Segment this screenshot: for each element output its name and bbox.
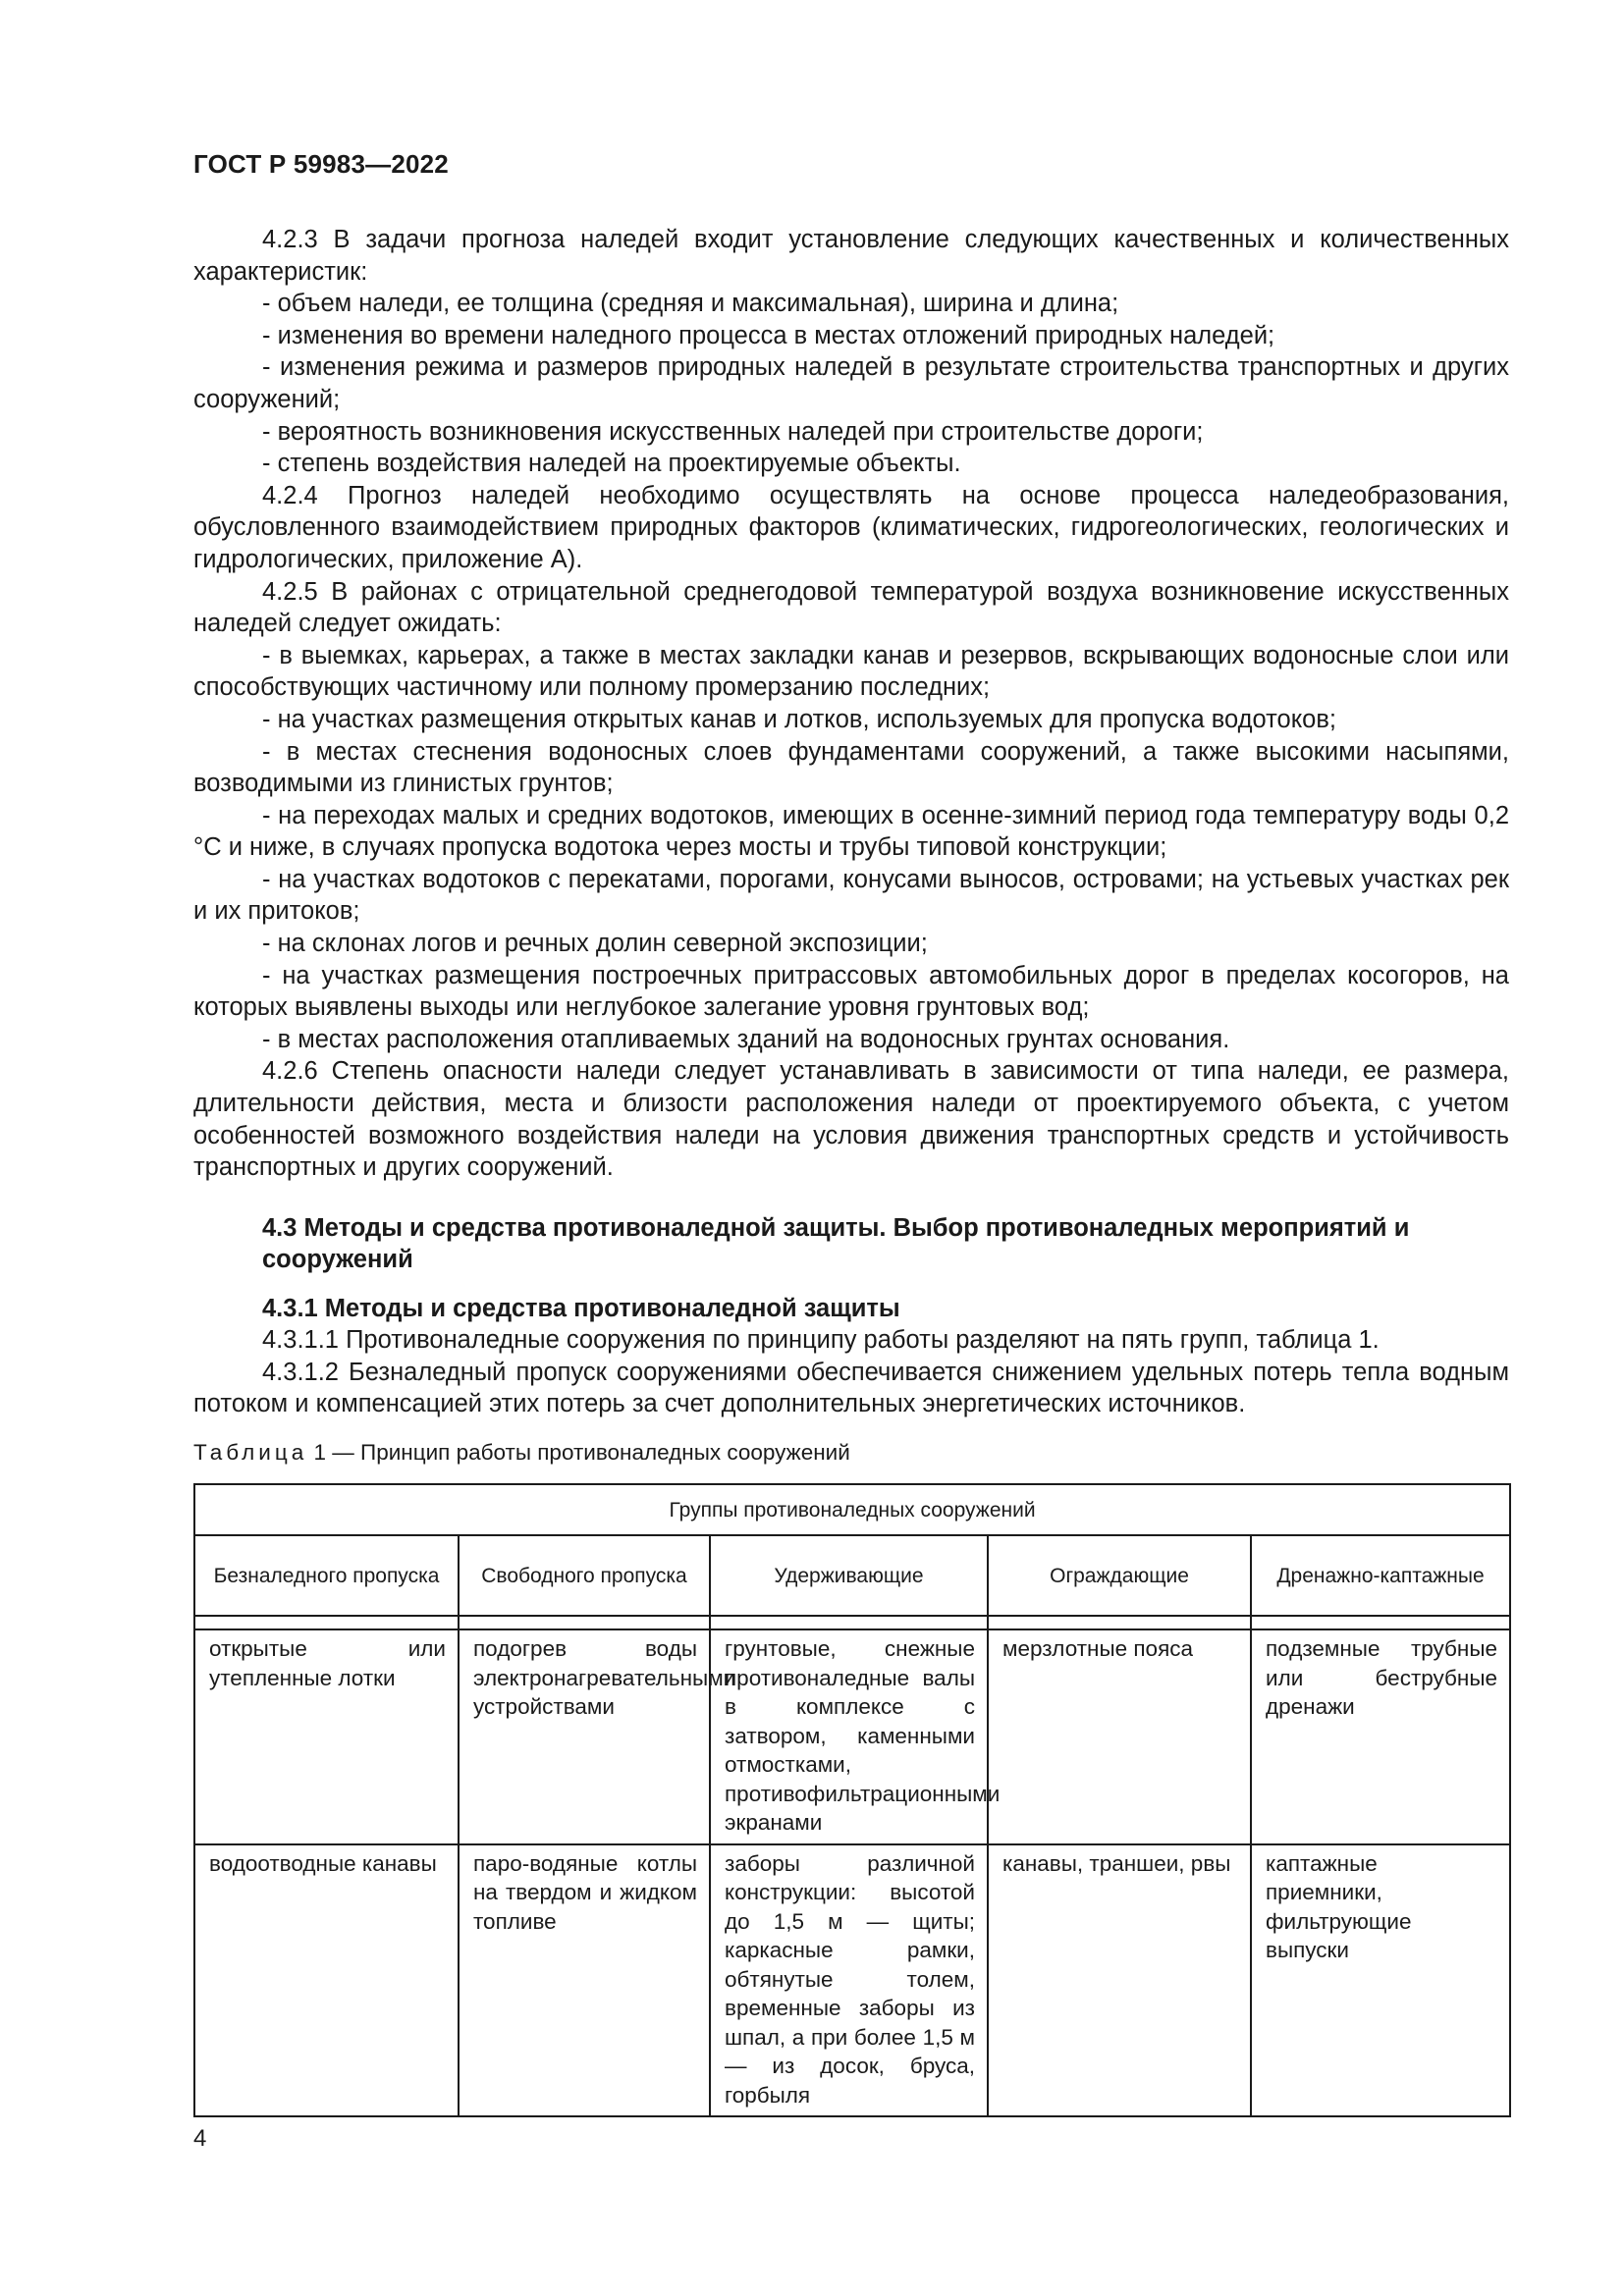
table-caption <box>193 1440 850 1466</box>
list-item: - на склонах логов и речных долин северной экспозиции; <box>262 930 928 958</box>
table-cell: открытые или утепленные лотки <box>194 1629 459 1844</box>
list-item: - на участках водотоков с перекатами, порогами, конусами выносов, островами; на устьевых участках рек и их притоков; <box>193 865 1509 926</box>
table-caption-text: 1 — Принцип работы противоналедных сооружений <box>313 1440 850 1465</box>
document-header: ГОСТ Р 59983—2022 <box>193 149 449 179</box>
paragraph-4-2-4: 4.2.4 Прогноз наледей необходимо осуществлять на основе процесса наледеобразования, обусловленного взаимодействием природных факторов (климатических, гидрогеологических, геологических и гидрологических, приложение А). <box>193 481 1509 573</box>
list-item: - вероятность возникновения искусственных наледей при строительстве дороги; <box>262 417 1204 446</box>
section-4-3-body <box>193 1324 1509 1420</box>
table-spacer-row <box>194 1616 1510 1629</box>
list-item: - объем наледи, ее толщина (средняя и максимальная), ширина и длина; <box>262 290 1119 318</box>
column-header: Свободного пропуска <box>459 1535 710 1616</box>
table-row <box>194 1629 1510 1844</box>
table-cell: подогрев воды электронагревательными устройствами <box>459 1629 710 1844</box>
section-4-2-body <box>193 224 1509 1184</box>
column-header: Безналедного пропуска <box>194 1535 459 1616</box>
table-cell: заборы различной конструкции: высотой до 1,5 м — щиты; каркасные рамки, обтянутые толем, временные заборы из шпал, а при более 1,5 м — из досок, бруса, горбыля <box>710 1844 988 2117</box>
paragraph-4-2-5: 4.2.5 В районах с отрицательной среднегодовой температурой воздуха возникновение искусственных наледей следует ожидать: <box>193 577 1509 638</box>
list-item: - изменения во времени наледного процесса в местах отложений природных наледей; <box>262 321 1275 349</box>
list-item: - изменения режима и размеров природных наледей в результате строительства транспортных и других сооружений; <box>193 353 1509 413</box>
subsection-heading-4-3-1: 4.3.1 Методы и средства противоналедной защиты <box>262 1295 900 1322</box>
table-cell: канавы, траншеи, рвы <box>988 1844 1251 2117</box>
list-item: - на участках размещения открытых канав и лотков, используемых для пропуска водотоков; <box>262 705 1336 733</box>
paragraph-4-3-1-2: 4.3.1.2 Безналедный пропуск сооружениями обеспечивается снижением удельных потерь тепла водным потоком и компенсацией этих потерь за счет дополнительных энергетических источников. <box>193 1358 1509 1418</box>
list-item: - степень воздействия наледей на проектируемые объекты. <box>262 450 961 478</box>
page-number: 4 <box>193 2125 207 2152</box>
paragraph-4-2-3: 4.2.3 В задачи прогноза наледей входит установление следующих качественных и количественных характеристик: <box>193 226 1509 286</box>
list-item: - на участках размещения построечных притрассовых автомобильных дорог в пределах косогоров, на которых выявлены выходы или неглубокое залегание уровня грунтовых вод; <box>193 961 1509 1022</box>
groups-table <box>193 1483 1511 2117</box>
list-item: - в местах расположения отапливаемых зданий на водоносных грунтах основания. <box>262 1025 1230 1053</box>
table-group-header: Группы противоналедных сооружений <box>194 1484 1510 1535</box>
table-row <box>194 1844 1510 2117</box>
paragraph-4-3-1-1: 4.3.1.1 Противоналедные сооружения по принципу работы разделяют на пять групп, таблица 1. <box>262 1326 1380 1354</box>
table-cell: паро-водяные котлы на твердом и жидком топливе <box>459 1844 710 2117</box>
table-cell: подземные трубные или беструбные дренажи <box>1251 1629 1510 1844</box>
table-caption-label: Таблица <box>193 1440 308 1465</box>
list-item: - на переходах малых и средних водотоков, имеющих в осенне-зимний период года температуру воды 0,2 °С и ниже, в случаях пропуска водотока через мосты и трубы типовой конструкции; <box>193 801 1509 862</box>
table-cell: каптажные приемники, фильтрующие выпуски <box>1251 1844 1510 2117</box>
section-heading-4-3: 4.3 Методы и средства противоналедной защиты. Выбор противоналедных мероприятий и сооружений <box>262 1214 1410 1273</box>
column-header: Дренажно-каптажные <box>1251 1535 1510 1616</box>
list-item: - в выемках, карьерах, а также в местах закладки канав и резервов, вскрывающих водоносные слои или способствующих частичному или полному промерзанию последних; <box>193 641 1509 702</box>
table-cell: водоотводные канавы <box>194 1844 459 2117</box>
table-cell: грунтовые, снежные противоналедные валы в комплексе с затвором, каменными отмостками, противофильтрационными экранами <box>710 1629 988 1844</box>
list-item: - в местах стеснения водоносных слоев фундаментами сооружений, а также высокими насыпями, возводимыми из глинистых грунтов; <box>193 737 1509 798</box>
paragraph-4-2-6: 4.2.6 Степень опасности наледи следует устанавливать в зависимости от типа наледи, ее размера, длительности действия, места и близости расположения наледи от проектируемого объекта, с учетом особенностей возможного воздействия наледи на условия движения транспортных средств и устойчивость транспортных и других сооружений. <box>193 1057 1509 1182</box>
table-cell: мерзлотные пояса <box>988 1629 1251 1844</box>
column-header: Удерживающие <box>710 1535 988 1616</box>
column-header: Ограждающие <box>988 1535 1251 1616</box>
